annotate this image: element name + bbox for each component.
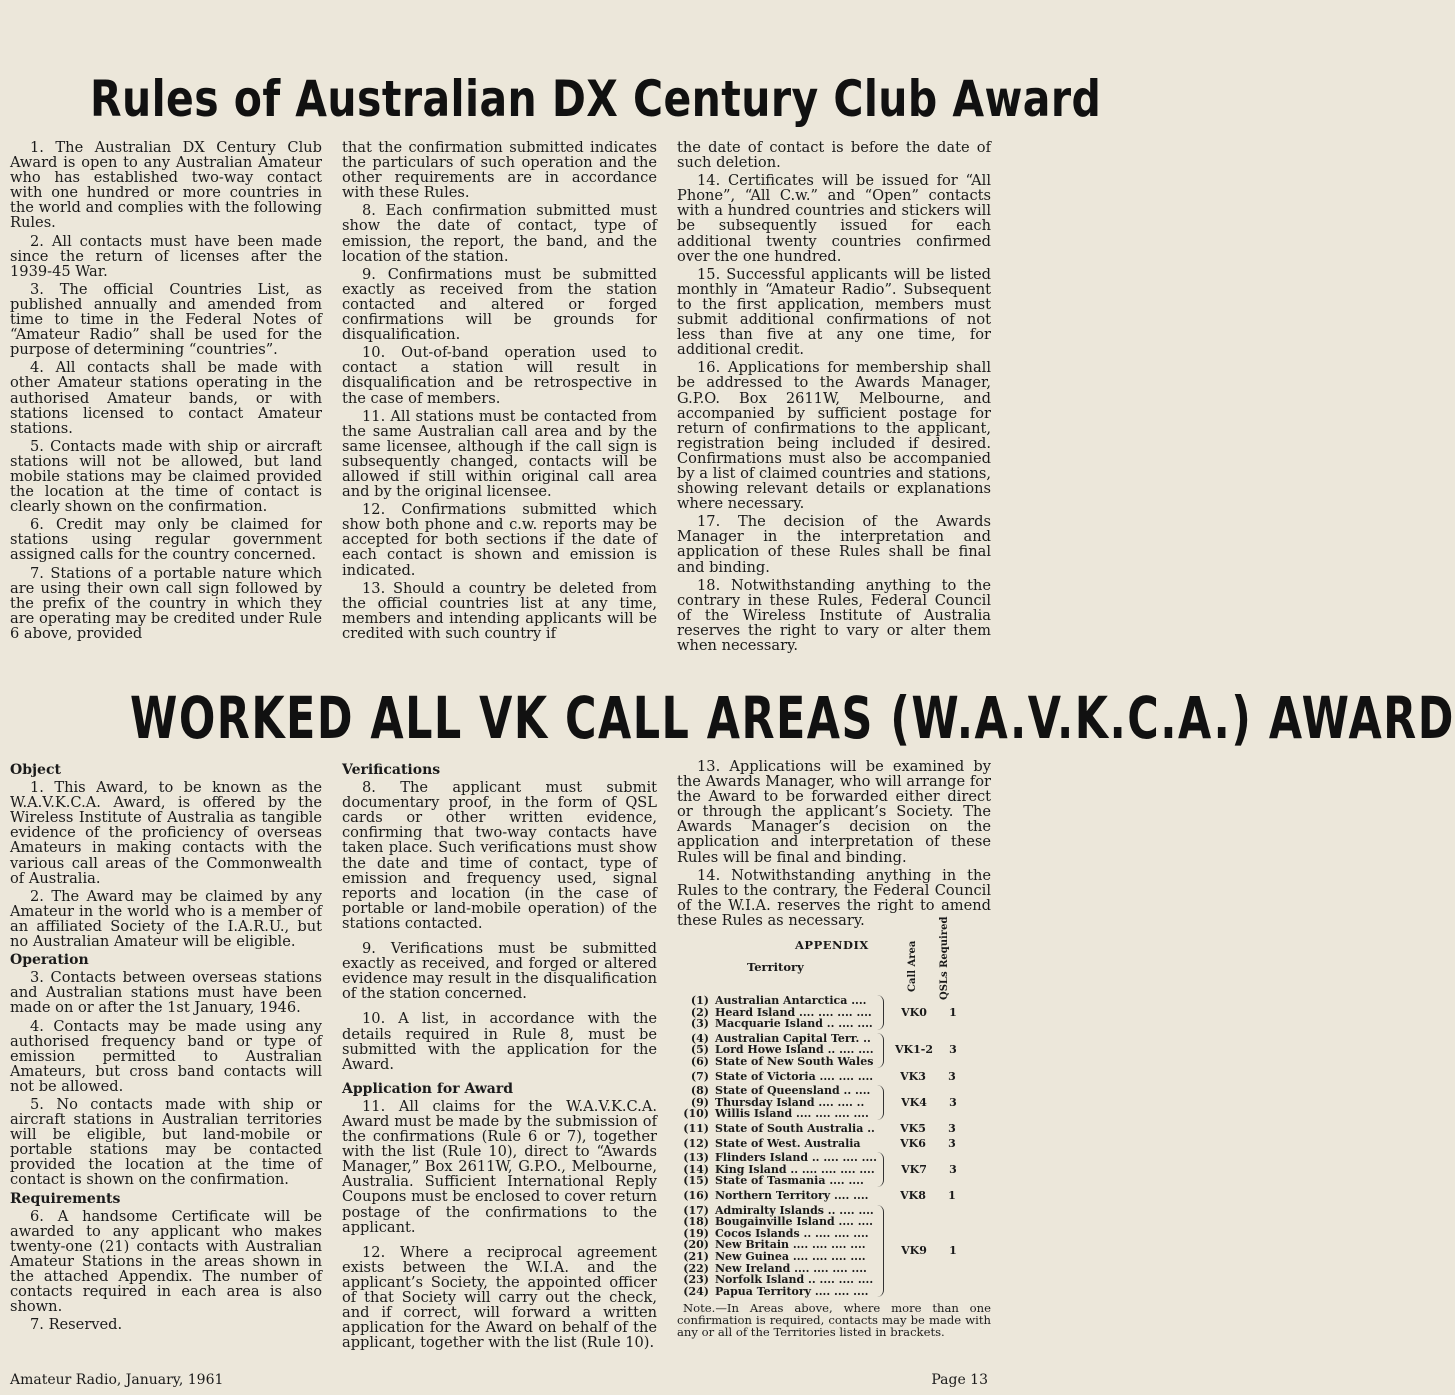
appendix-group (677, 1205, 991, 1298)
dxcc-rule-13: 13. Should a country be deleted from the official countries list at any time, members and intending applicants will be credited with such country if (342, 579, 657, 642)
dxcc-rule-4: 4. All contacts shall be made with other Amateur stations operating in the authorised Amateur bands, or with stations licensed to contact Amateur stations. (10, 359, 322, 437)
appendix-territory-row (677, 1018, 877, 1030)
dxcc-rule-15: 15. Successful applicants will be listed monthly in “Amateur Radio”. Subsequent to the first application, members must submit additional confirmations of not less than five at any one time, for additional credit. (677, 265, 991, 359)
territory-name: Flinders Island .. .... .... .... (715, 1151, 877, 1165)
wavkca-rule-9: 9. Verifications must be submitted exactly as received, and forged or altered evidence may result in the disqualification of the station concerned. (342, 940, 657, 1003)
appendix-territory-row (677, 1175, 877, 1187)
dxcc-rules-column-3 (677, 140, 991, 656)
territory-number: (14) (683, 1162, 709, 1176)
territory-number: (19) (683, 1226, 709, 1240)
appendix-col-qsls: QSLs Required (939, 916, 950, 1001)
territory-number: (6) (690, 1055, 709, 1069)
qsls-required-value: 3 (948, 1069, 956, 1083)
dxcc-rule-12: 12. Confirmations submitted which show both phone and c.w. reports may be accepted for both sections if the date of each contact is shown and emission is indicated. (342, 501, 657, 579)
appendix-note: Note.—In Areas above, where more than one confirmation is required, contacts may be made with any or all of the Territories listed in brackets. (677, 1301, 991, 1339)
appendix-group (677, 1123, 991, 1135)
appendix-rows (677, 995, 991, 1297)
territory-number: (10) (683, 1107, 709, 1121)
heading-operation: Operation (10, 952, 89, 969)
territory-name: Papua Territory .... .... .... (715, 1284, 869, 1298)
heading-requirements: Requirements (10, 1190, 121, 1207)
territory-number: (11) (683, 1122, 709, 1136)
wavkca-rule-6: 6. A handsome Certificate will be awarded to any applicant who makes twenty-one (21) contacts with Australian Amateur Stations in the areas shown in the attached Appendix. The number of contacts required in each area is also shown. (10, 1207, 322, 1316)
qsls-required-value: 3 (948, 1122, 956, 1136)
appendix-table (677, 916, 991, 1339)
wavkca-title: WORKED ALL VK CALL AREAS (W.A.V.K.C.A.) AWARD (130, 684, 1455, 752)
wavkca-rule-12: 12. Where a reciprocal agreement exists between the W.I.A. and the applicant’s Society, the appointed officer of that Society will carry out the check, and if correct, will forward a written application for the Award on behalf of the applicant, together with the list (Rule 10). (342, 1243, 657, 1352)
territory-name: Cocos Islands .. .... .... .... (715, 1226, 869, 1240)
dxcc-rule-5: 5. Contacts made with ship or aircraft stations will not be allowed, but land mobile stations may be claimed provided the location at the time of contact is clearly shown on the confirmation. (10, 437, 322, 516)
wavkca-rule-4: 4. Contacts may be made using any authorised frequency band or type of emission permitted to Australian Amateurs, but cross band contacts will not be allowed. (10, 1017, 322, 1095)
brace-mark (877, 1085, 884, 1120)
territory-name: State of South Australia .. (715, 1122, 875, 1136)
territory-name: Norfolk Island .. .... .... .... (715, 1273, 874, 1287)
appendix-group (677, 1071, 991, 1083)
territory-number: (4) (690, 1031, 709, 1045)
territory-name: Admiralty Islands .. .... .... (715, 1203, 874, 1217)
dxcc-rule-7-cont: that the confirmation submitted indicates the particulars of such operation and the other requirements are in accordance with these Rules. (342, 139, 657, 202)
heading-application: Application for Award (342, 1080, 514, 1097)
dxcc-rules-column-1 (10, 140, 322, 644)
heading-object: Object (10, 762, 61, 778)
dxcc-rule-13-cont: the date of contact is before the date of such deletion. (677, 139, 991, 172)
territory-number: (24) (683, 1284, 709, 1298)
qsls-required-value: 3 (949, 1095, 957, 1109)
call-area-value: VK4 (901, 1095, 927, 1109)
wavkca-rule-8: 8. The applicant must submit documentary proof, in the form of QSL cards or other written evidence, confirming that two-way contacts have taken place. Such verifications must show the date and time of contact, type of emission and frequency used, signal reports and location (in the case of portable or land-mobile operation) of the stations contacted. (342, 779, 657, 932)
territory-name: Australian Antarctica .... (715, 994, 867, 1008)
territory-name: State of Victoria .... .... .... (715, 1069, 874, 1083)
wavkca-column-3 (677, 759, 991, 1339)
territory-name: Northern Territory .... .... (715, 1189, 869, 1202)
territory-number: (3) (690, 1017, 709, 1031)
qsls-required-value: 1 (949, 1244, 957, 1258)
dxcc-rule-14: 14. Certificates will be issued for “All Phone”, “All C.w.” and “Open” contacts with a hundred countries and stickers will be subsequently issued for each additional twenty countries confirmed over the one hundred. (677, 172, 991, 265)
territory-name: Willis Island .... .... .... .... (715, 1107, 869, 1121)
appendix-group (677, 995, 991, 1030)
appendix-territory-row (677, 1071, 877, 1083)
wavkca-rule-10: 10. A list, in accordance with the details required in Rule 8, must be submitted with the application for the Award. (342, 1010, 657, 1073)
brace-mark (877, 995, 884, 1030)
heading-verifications: Verifications (342, 762, 441, 778)
appendix-territory-row (677, 1138, 877, 1150)
wavkca-column-2 (342, 759, 657, 1353)
dxcc-rules-column-2 (342, 140, 657, 644)
call-area-value: VK1-2 (895, 1043, 933, 1057)
brace-mark (877, 1152, 884, 1187)
appendix-territory-row (677, 995, 877, 1007)
wavkca-rule-5: 5. No contacts made with ship or aircraft stations in Australian territories will be eligible, but land-mobile or portable stations may be contacted provided the location at the time of contact is shown on the confirmation. (10, 1095, 322, 1189)
dxcc-rule-17: 17. The decision of the Awards Manager in the interpretation and application of these Rules shall be final and binding. (677, 513, 991, 576)
appendix-title: APPENDIX (795, 938, 869, 953)
territory-name: King Island .. .... .... .... .... (715, 1162, 875, 1176)
territory-name: Lord Howe Island .. .... .... (715, 1043, 874, 1057)
appendix-group (677, 1085, 991, 1120)
wavkca-rule-2: 2. The Award may be claimed by any Amateur in the world who is a member of an affiliated Society of the I.A.R.U., but no Australian Amateur will be eligible. (10, 887, 322, 951)
qsls-required-value: 3 (949, 1162, 957, 1176)
territory-number: (21) (683, 1249, 709, 1263)
territory-number: (5) (690, 1043, 709, 1057)
footer-page-number: Page 13 (931, 1372, 988, 1388)
dxcc-rule-6: 6. Credit may only be claimed for stations using regular government assigned calls for the country concerned. (10, 516, 322, 564)
territory-number: (9) (690, 1095, 709, 1109)
qsls-required-value: 3 (949, 1043, 957, 1057)
call-area-value: VK6 (900, 1136, 926, 1150)
wavkca-rule-11: 11. All claims for the W.A.V.K.C.A. Award must be made by the submission of the confirmations (Rule 6 or 7), together with the list (Rule 10), direct to “Awards Manager,” Box 2611W, G.P.O., Melbourne, Australia. Sufficient International Reply Coupons must be enclosed to cover return postage of the confirmations to the applicant. (342, 1097, 657, 1236)
dxcc-rule-8: 8. Each confirmation submitted must show the date of contact, type of emission, the report, the band, and the location of the station. (342, 202, 657, 265)
appendix-territory-row (677, 1286, 877, 1298)
dxcc-rule-11: 11. All stations must be contacted from the same Australian call area and by the same licensee, although if the call sign is subsequently changed, contacts will be allowed if still within original call area and by the original licensee. (342, 407, 657, 501)
appendix-col-territory: Territory (747, 960, 804, 975)
territory-name: New Ireland .... .... .... .... (715, 1261, 867, 1275)
territory-number: (7) (690, 1069, 709, 1083)
territory-name: Australian Capital Terr. .. (715, 1031, 871, 1045)
territory-number: (1) (690, 994, 709, 1008)
call-area-value: VK8 (900, 1189, 926, 1202)
brace-mark (877, 1033, 884, 1068)
territory-name: New Guinea .... .... .... .... (715, 1249, 866, 1263)
dxcc-rule-9: 9. Confirmations must be submitted exactly as received from the station contacted and altered or forged confirmations will be grounds for disqualification. (342, 265, 657, 344)
call-area-value: VK0 (901, 1005, 927, 1019)
appendix-territory-row (677, 1251, 877, 1263)
dxcc-rule-16: 16. Applications for membership shall be addressed to the Awards Manager, G.P.O. Box 2611W, Melbourne, and accompanied by sufficient postage for return of confirmations to the applicant, registration being included if desired. Confirmations must also be accompanied by a list of claimed countries and stations, showing relevant details or explanations where necessary. (677, 359, 991, 513)
territory-name: Macquarie Island .. .... .... (715, 1017, 873, 1031)
call-area-value: VK7 (901, 1162, 927, 1176)
territory-name: Bougainville Island .... .... (715, 1215, 874, 1229)
territory-name: State of New South Wales (715, 1055, 874, 1069)
appendix-group (677, 1152, 991, 1187)
territory-number: (20) (683, 1238, 709, 1252)
appendix-territory-row (677, 1123, 877, 1135)
dxcc-rule-2: 2. All contacts must have been made since the return of licenses after the 1939-45 War. (10, 232, 322, 280)
appendix-territory-row (677, 1190, 877, 1202)
dxcc-title: Rules of Australian DX Century Club Award (90, 70, 1102, 128)
territory-number: (22) (683, 1261, 709, 1275)
dxcc-rule-10: 10. Out-of-band operation used to contact a station will result in disqualification and be retrospective in the case of members. (342, 344, 657, 407)
call-area-value: VK3 (900, 1069, 926, 1083)
dxcc-rule-18: 18. Notwithstanding anything to the contrary in these Rules, Federal Council of the Wireless Institute of Australia reserves the right to vary or alter them when necessary. (677, 576, 991, 654)
territory-name: State of Tasmania .... .... (715, 1174, 864, 1188)
wavkca-rule-7: 7. Reserved. (30, 1316, 123, 1334)
territory-number: (15) (683, 1174, 709, 1188)
appendix-group (677, 1033, 991, 1068)
territory-number: (23) (683, 1273, 709, 1287)
territory-name: State of Queensland .. .... (715, 1084, 871, 1098)
call-area-value: VK5 (900, 1122, 926, 1136)
territory-name: State of West. Australia (715, 1136, 861, 1150)
appendix-col-call-area: Call Area (907, 940, 918, 993)
brace-mark (877, 1205, 884, 1298)
wavkca-column-1 (10, 759, 322, 1335)
footer-publication: Amateur Radio, January, 1961 (10, 1372, 224, 1388)
territory-number: (2) (690, 1005, 709, 1019)
dxcc-rule-3: 3. The official Countries List, as published annually and amended from time to time in the Federal Notes of “Amateur Radio” shall be used for the purpose of determining “countries”. (10, 280, 322, 359)
territory-number: (8) (690, 1084, 709, 1098)
territory-number: (18) (683, 1215, 709, 1229)
territory-number: (12) (683, 1136, 709, 1150)
wavkca-rule-13: 13. Applications will be examined by the Awards Manager, who will arrange for the Award to be forwarded either direct or through the applicant’s Society. The Awards Manager’s decision on the application and interpretation of these Rules will be final and binding. (677, 758, 991, 866)
wavkca-rule-1: 1. This Award, to be known as the W.A.V.K.C.A. Award, is offered by the Wireless Institute of Australia as tangible evidence of the proficiency of overseas Amateurs in making contacts with the various call areas of the Commonwealth of Australia. (10, 779, 322, 887)
territory-number: (17) (683, 1203, 709, 1217)
wavkca-rule-3: 3. Contacts between overseas stations and Australian stations must have been made on or after the 1st January, 1946. (10, 969, 322, 1017)
qsls-required-value: 3 (948, 1136, 956, 1150)
wavkca-rule-14: 14. Notwithstanding anything in the Rules to the contrary, the Federal Council of the W.I.A. reserves the right to amend these Rules as necessary. (677, 866, 991, 929)
appendix-territory-row (677, 1108, 877, 1120)
dxcc-rule-7: 7. Stations of a portable nature which are using their own call sign followed by the prefix of the country in which they are operating may be credited under Rule 6 above, provided (10, 564, 322, 642)
qsls-required-value: 1 (948, 1189, 956, 1202)
qsls-required-value: 1 (949, 1005, 957, 1019)
dxcc-rule-1: 1. The Australian DX Century Club Award is open to any Australian Amateur who has established two-way contact with one hundred or more countries in the world and complies with the following Rules. (10, 139, 322, 232)
territory-name: Thursday Island .... .... .. (715, 1095, 865, 1109)
territory-name: Heard Island .... .... .... .... (715, 1005, 872, 1019)
territory-name: New Britain .... .... .... .... (715, 1238, 866, 1252)
territory-number: (13) (683, 1151, 709, 1165)
appendix-group (677, 1190, 991, 1202)
appendix-territory-row (677, 1056, 877, 1068)
territory-number: (16) (683, 1189, 709, 1202)
call-area-value: VK9 (901, 1244, 927, 1258)
appendix-group (677, 1138, 991, 1150)
